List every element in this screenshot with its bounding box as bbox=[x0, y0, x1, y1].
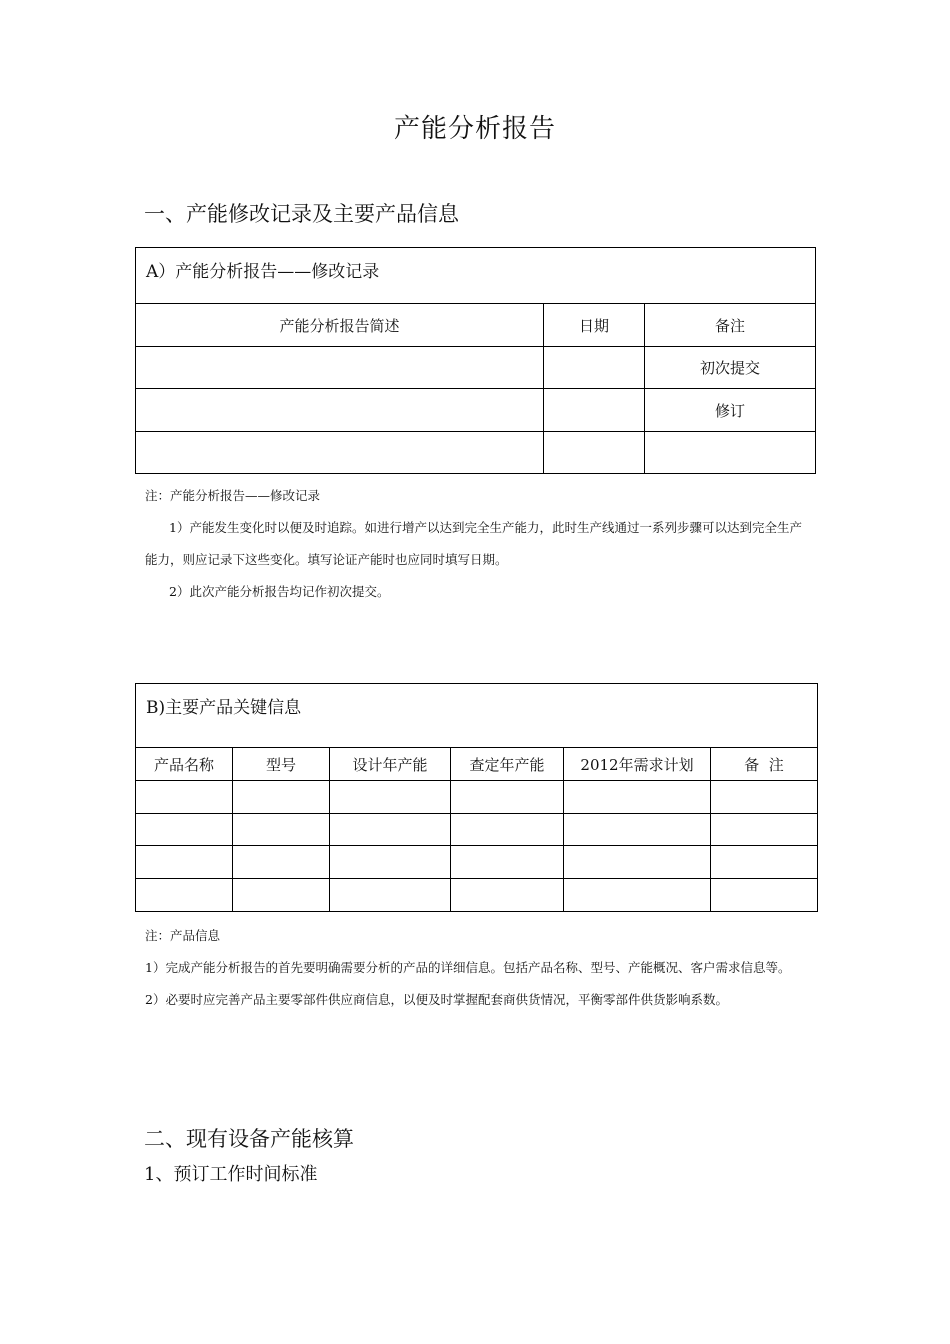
summary-cell bbox=[136, 389, 544, 432]
table-cell bbox=[711, 846, 818, 879]
table-cell bbox=[451, 879, 564, 912]
remark-cell bbox=[645, 432, 816, 474]
document-title: 产能分析报告 bbox=[393, 114, 556, 144]
note-b-title: 注：产品信息 bbox=[145, 928, 221, 943]
revision-record-table bbox=[135, 247, 816, 474]
note-b-item-1: 1）完成产能分析报告的首先要明确需要分析的产品的详细信息。包括产品名称、型号、产能概况、客户需求信息等。 bbox=[145, 960, 791, 975]
subsection-1-heading: 1、预订工作时间标准 bbox=[144, 1164, 318, 1185]
table-cell bbox=[711, 879, 818, 912]
table-cell bbox=[233, 814, 330, 846]
column-header-remark: 备 注 bbox=[711, 748, 818, 781]
table-cell bbox=[564, 814, 711, 846]
remark-cell: 初次提交 bbox=[645, 347, 816, 389]
note-a-title: 注：产能分析报告——修改记录 bbox=[145, 488, 321, 503]
date-cell bbox=[544, 432, 645, 474]
table-cell bbox=[330, 879, 451, 912]
column-header-demand-plan: 2012年需求计划 bbox=[564, 748, 711, 781]
table-row bbox=[136, 432, 816, 474]
table-cell bbox=[451, 781, 564, 814]
table-cell bbox=[136, 814, 233, 846]
summary-cell bbox=[136, 432, 544, 474]
note-a-item-2: 2）此次产能分析报告均记作初次提交。 bbox=[169, 584, 390, 599]
note-b-item-2: 2）必要时应完善产品主要零部件供应商信息，以便及时掌握配套商供货情况，平衡零部件供货影响系数。 bbox=[145, 992, 728, 1007]
table-row bbox=[136, 389, 816, 432]
column-header-design-capacity: 设计年产能 bbox=[330, 748, 451, 781]
table-b-caption: B)主要产品关键信息 bbox=[136, 684, 818, 748]
summary-cell bbox=[136, 347, 544, 389]
table-cell bbox=[233, 879, 330, 912]
table-cell bbox=[451, 846, 564, 879]
column-header-remark: 备注 bbox=[645, 304, 816, 347]
table-a-caption: A）产能分析报告——修改记录 bbox=[136, 248, 816, 304]
table-cell bbox=[564, 781, 711, 814]
column-header-product-name: 产品名称 bbox=[136, 748, 233, 781]
note-a bbox=[145, 480, 810, 608]
table-cell bbox=[330, 814, 451, 846]
date-cell bbox=[544, 347, 645, 389]
table-cell bbox=[564, 879, 711, 912]
table-cell bbox=[136, 846, 233, 879]
table-cell bbox=[136, 879, 233, 912]
table-row bbox=[136, 781, 818, 814]
table-row bbox=[136, 814, 818, 846]
column-header-summary: 产能分析报告简述 bbox=[136, 304, 544, 347]
table-cell bbox=[233, 846, 330, 879]
table-cell bbox=[233, 781, 330, 814]
note-b bbox=[145, 920, 810, 1016]
table-cell bbox=[330, 846, 451, 879]
table-cell bbox=[711, 781, 818, 814]
column-header-verified-capacity: 查定年产能 bbox=[451, 748, 564, 781]
remark-cell: 修订 bbox=[645, 389, 816, 432]
table-row bbox=[136, 879, 818, 912]
table-cell bbox=[711, 814, 818, 846]
note-a-item-1: 1）产能发生变化时以便及时追踪。如进行增产以达到完全生产能力，此时生产线通过一系列步骤可以达到完全生产能力，则应记录下这些变化。填写论证产能时也应同时填写日期。 bbox=[145, 520, 802, 567]
date-cell bbox=[544, 389, 645, 432]
section-1-heading: 一、产能修改记录及主要产品信息 bbox=[144, 202, 459, 226]
table-cell bbox=[330, 781, 451, 814]
column-header-model: 型号 bbox=[233, 748, 330, 781]
table-cell bbox=[564, 846, 711, 879]
column-header-date: 日期 bbox=[544, 304, 645, 347]
table-cell bbox=[136, 781, 233, 814]
table-cell bbox=[451, 814, 564, 846]
section-2-heading: 二、现有设备产能核算 bbox=[144, 1127, 354, 1151]
table-row bbox=[136, 347, 816, 389]
table-row bbox=[136, 846, 818, 879]
product-info-table bbox=[135, 683, 818, 912]
